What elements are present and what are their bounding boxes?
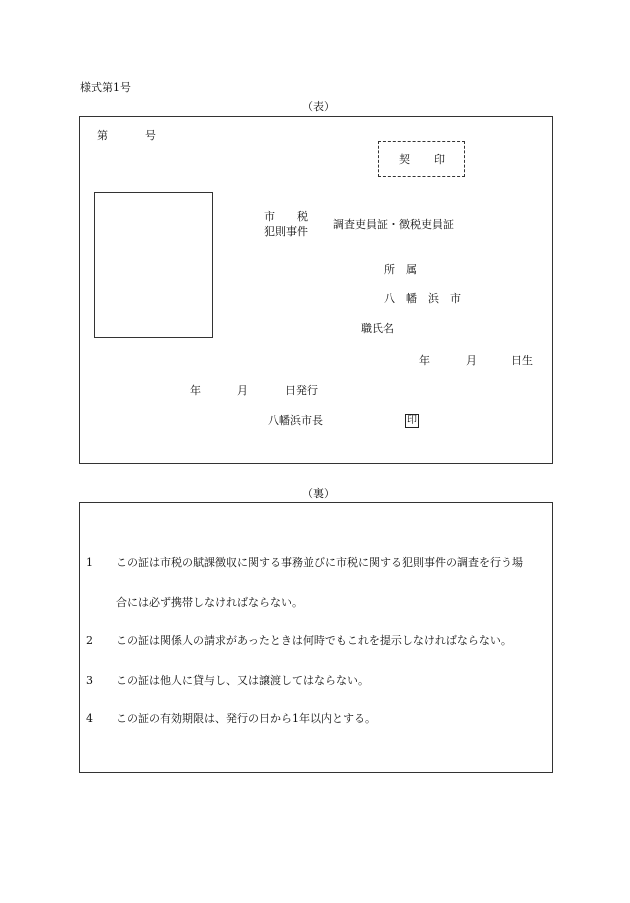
title-left-line2: 犯則事件 [264,225,308,238]
front-heading: （表） [302,100,335,113]
birth-day: 日生 [511,354,533,367]
serial-dai: 第 [97,129,108,142]
item-2-line1: この証は関係人の請求があったときは何時でもこれを提示しなければならない。 [116,634,512,647]
item-1-number: 1 [86,556,93,569]
photo-area [94,192,213,338]
item-3-line1: この証は他人に貸与し、又は譲渡してはならない。 [116,674,369,687]
serial-go: 号 [145,129,156,142]
item-1-line1: この証は市税の賦課徴収に関する事務並びに市税に関する犯則事件の調査を行う場 [116,556,523,569]
item-3-number: 3 [86,674,93,687]
issuer-stamp: 印 [407,415,417,426]
title-right: 調査吏員証・徴税吏員証 [333,218,454,231]
name-label: 職氏名 [361,322,394,335]
birth-month: 月 [466,354,477,367]
title-left-line1: 市 税 [264,210,308,223]
seal-kei: 契 [399,153,410,166]
issue-day: 日発行 [285,384,318,397]
item-2-number: 2 [86,634,93,647]
form-number: 様式第1号 [80,81,131,94]
item-4-number: 4 [86,712,93,725]
item-4-line1: この証の有効期限は、発行の日から1年以内とする。 [116,712,376,725]
back-heading: （裏） [302,487,335,500]
issue-year: 年 [190,384,201,397]
birth-year: 年 [419,354,430,367]
affiliation-value: 八 幡 浜 市 [384,292,461,305]
seal-in: 印 [434,153,445,166]
affiliation-label: 所 属 [384,263,417,276]
item-1-line2: 合には必ず携帯しなければならない。 [116,596,303,609]
issuer-title: 八幡浜市長 [268,414,323,427]
seal-box [378,141,465,177]
issue-month: 月 [237,384,248,397]
